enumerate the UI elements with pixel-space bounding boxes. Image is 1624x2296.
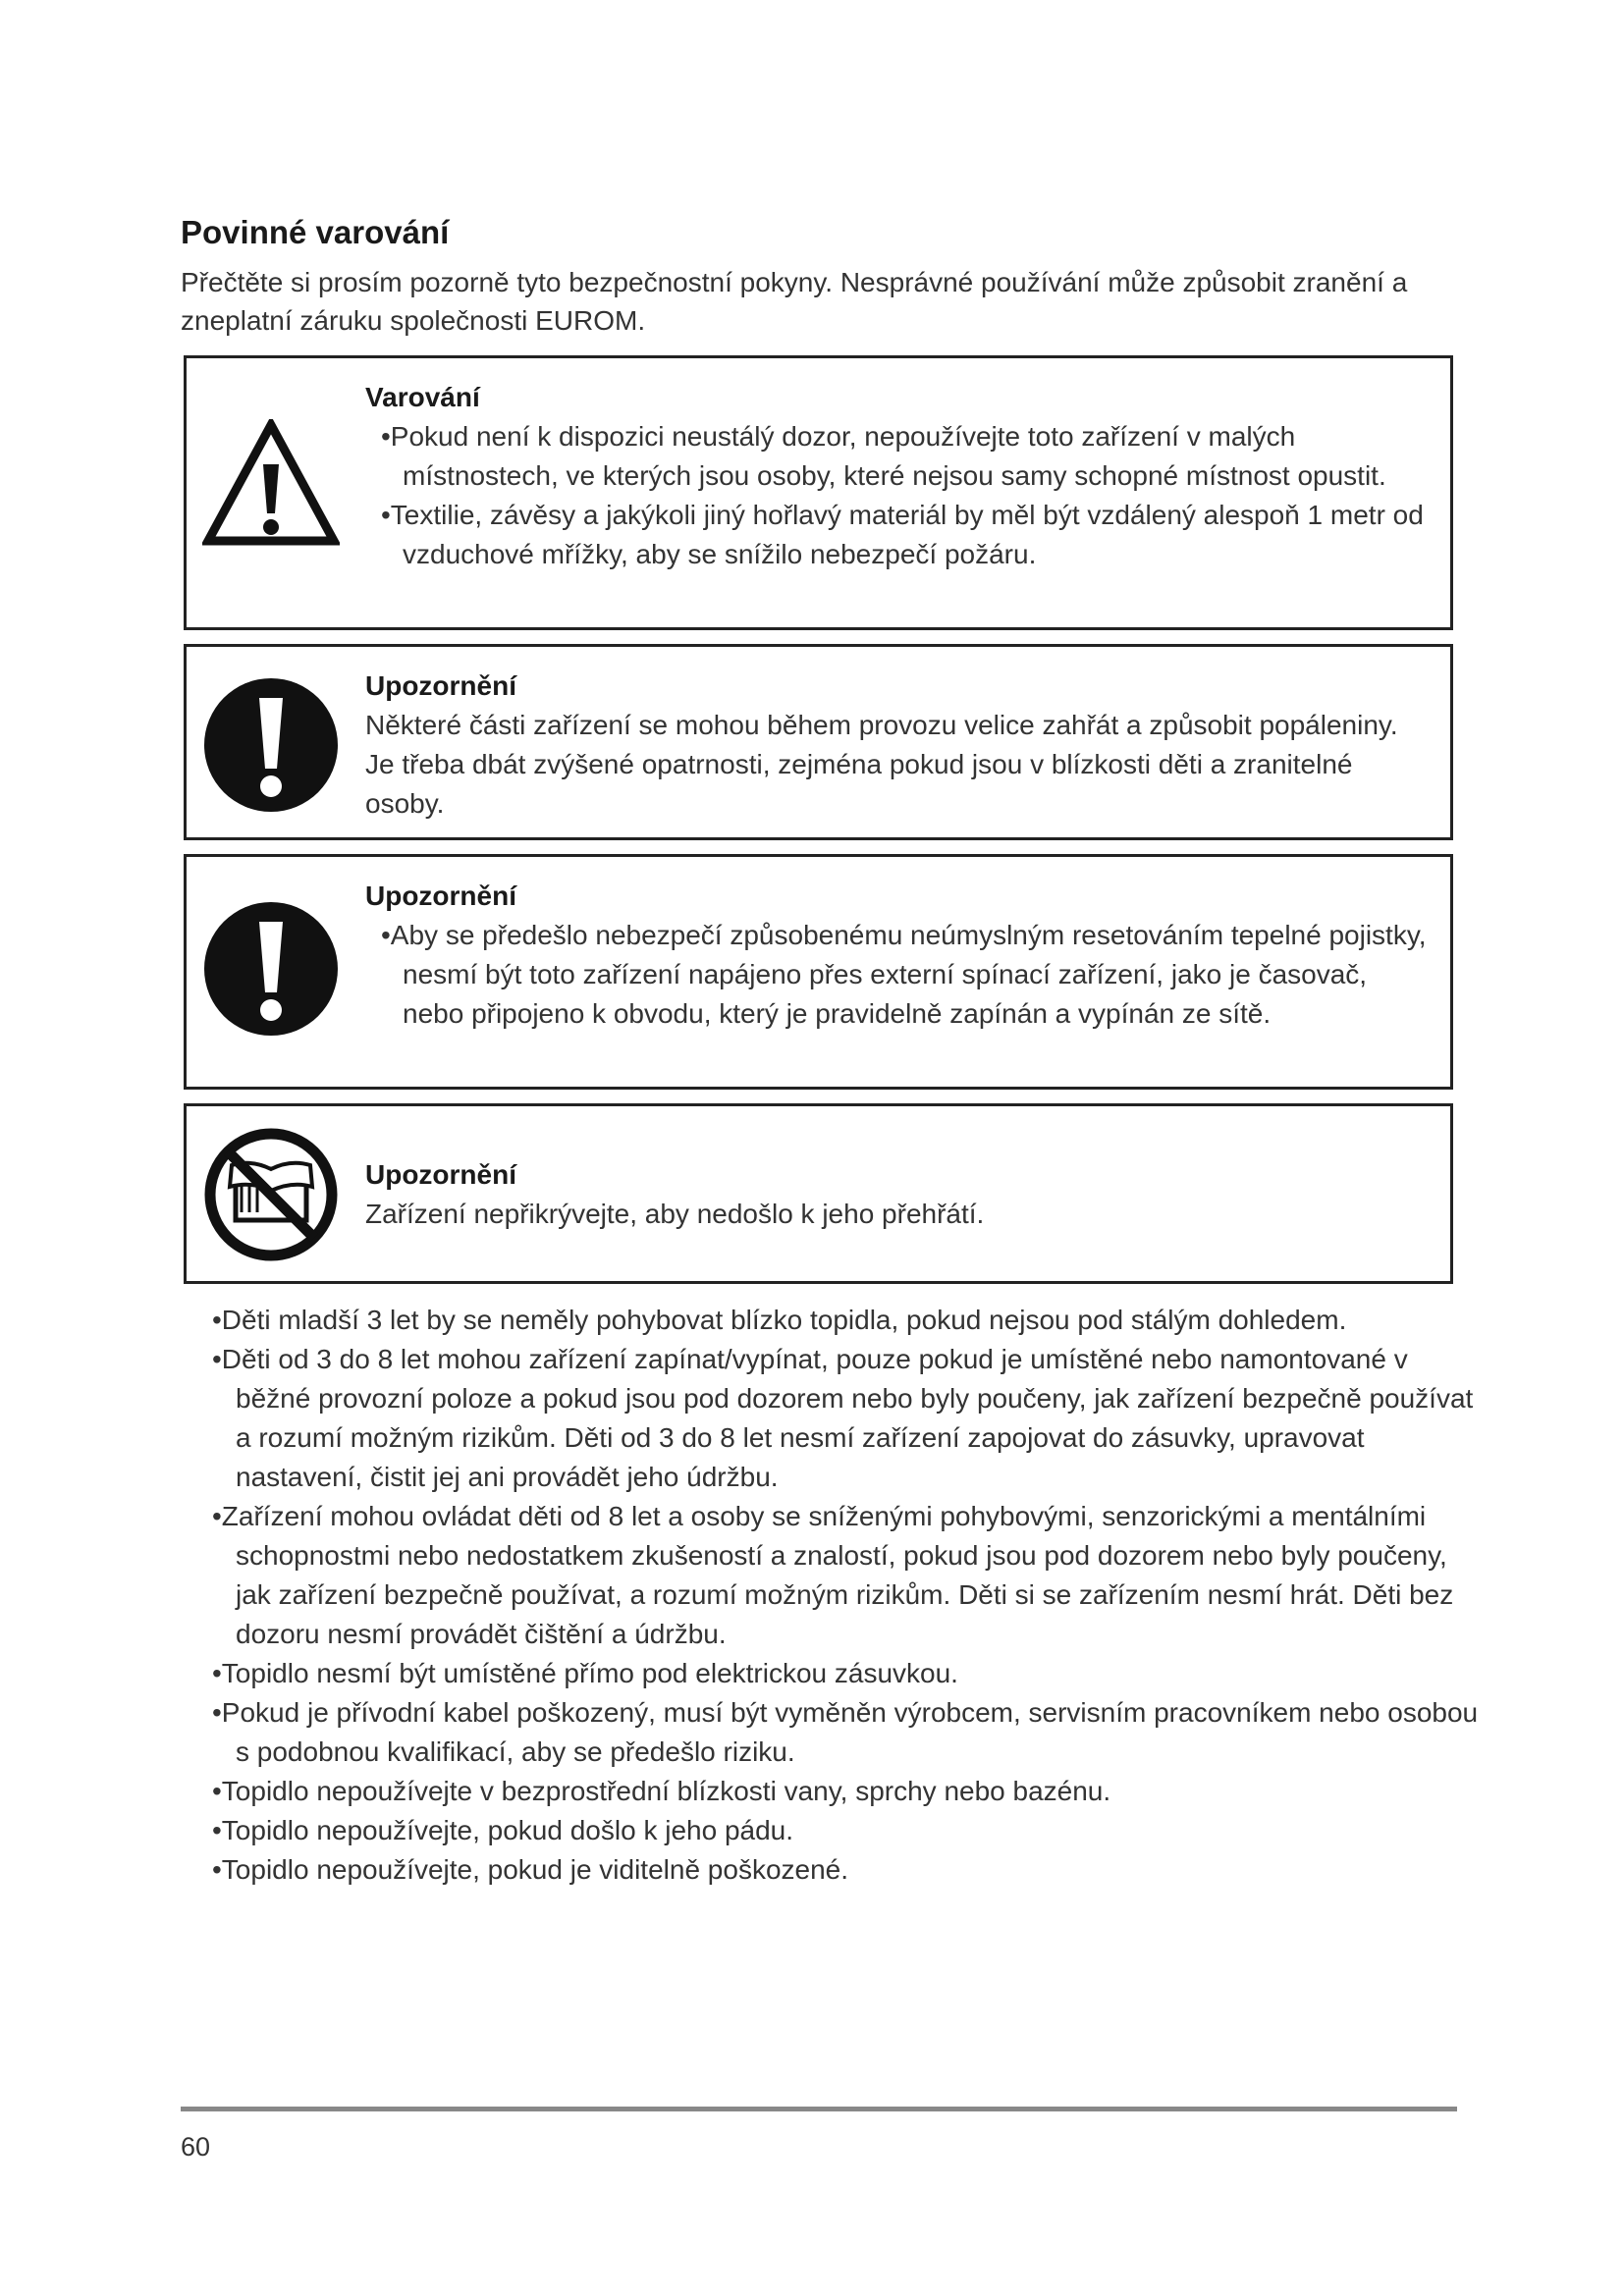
box-heading: Upozornění — [365, 1159, 516, 1190]
exclamation-circle-icon — [202, 676, 340, 819]
box-text: Některé části zařízení se mohou během provozu velice zahřát a způsobit popáleniny. Je třeba dbát zvýšené opatrnosti, zejména pokud jsou v blízkosti děti a zranitelné osoby. — [365, 710, 1398, 819]
box-text: Zařízení nepřikrývejte, aby nedošlo k jeho přehřátí. — [365, 1199, 985, 1229]
box-heading: Varování — [365, 382, 480, 412]
warning-triangle-icon — [202, 419, 340, 552]
list-item: •Topidlo nesmí být umístěné přímo pod elektrickou zásuvkou. — [212, 1658, 958, 1688]
do-not-cover-icon — [202, 1126, 340, 1268]
page-title: Povinné varování — [181, 214, 450, 250]
intro-paragraph: Přečtěte si prosím pozorně tyto bezpečnostní pokyny. Nesprávné používání může způsobit zranění a zneplatní záruku společnosti EUROM. — [181, 267, 1408, 336]
page-number: 60 — [181, 2132, 211, 2162]
list-item: •Topidlo nepoužívejte, pokud došlo k jeho pádu. — [212, 1815, 794, 1845]
box-heading: Upozornění — [365, 881, 516, 911]
list-item: •Pokud je přívodní kabel poškozený, musí být vyměněn výrobcem, servisním pracovníkem nebo osobou s podobnou kvalifikací, aby se předešlo riziku. — [212, 1697, 1479, 1767]
exclamation-circle-icon — [202, 900, 340, 1042]
box-heading: Upozornění — [365, 670, 516, 701]
safety-list — [212, 1301, 1479, 1890]
bullet-item: •Pokud není k dispozici neustálý dozor, nepoužívejte toto zařízení v malých místnostech, ve kterých jsou osoby, které nejsou samy schopné místnost opustit. — [381, 421, 1386, 491]
bullet-item: •Aby se předešlo nebezpečí způsobenému neúmyslným resetováním tepelné pojistky, nesmí být toto zařízení napájeno přes externí spínací zařízení, jako je časovač, nebo připojeno k obvodu, který je pravidelně zapínán a vypínán ze sítě. — [381, 920, 1427, 1029]
list-item: •Děti mladší 3 let by se neměly pohybovat blízko topidla, pokud nejsou pod stálým dohledem. — [212, 1305, 1347, 1335]
caution-box — [184, 1103, 1453, 1284]
list-item: •Zařízení mohou ovládat děti od 8 let a osoby se sníženými pohybovými, senzorickými a mentálními schopnostmi nebo nedostatkem zkušeností a znalostí, pokud jsou pod dozorem nebo byly poučeny, jak zařízení bezpečně používat, a rozumí možným rizikům. Děti si se zařízením nesmí hrát. Děti bez dozoru nesmí provádět čištění a údržbu. — [212, 1501, 1454, 1649]
bullet-item: •Textilie, závěsy a jakýkoli jiný hořlavý materiál by měl být vzdálený alespoň 1 metr od vzduchové mřížky, aby se snížilo nebezpečí požáru. — [381, 500, 1424, 569]
list-item: •Topidlo nepoužívejte, pokud je viditelně poškozené. — [212, 1854, 849, 1885]
list-item: •Topidlo nepoužívejte v bezprostřední blízkosti vany, sprchy nebo bazénu. — [212, 1776, 1111, 1806]
warning-box — [184, 355, 1453, 630]
caution-box — [184, 854, 1453, 1090]
list-item: •Děti od 3 do 8 let mohou zařízení zapínat/vypínat, pouze pokud je umístěné nebo namontované v běžné provozní poloze a pokud jsou pod dozorem nebo byly poučeny, jak zařízení bezpečně používat a rozumí možným rizikům. Děti od 3 do 8 let nesmí zařízení zapojovat do zásuvky, upravovat nastavení, čistit jej ani provádět jeho údržbu. — [212, 1344, 1474, 1492]
caution-box — [184, 644, 1453, 840]
footer-divider — [181, 2107, 1457, 2111]
